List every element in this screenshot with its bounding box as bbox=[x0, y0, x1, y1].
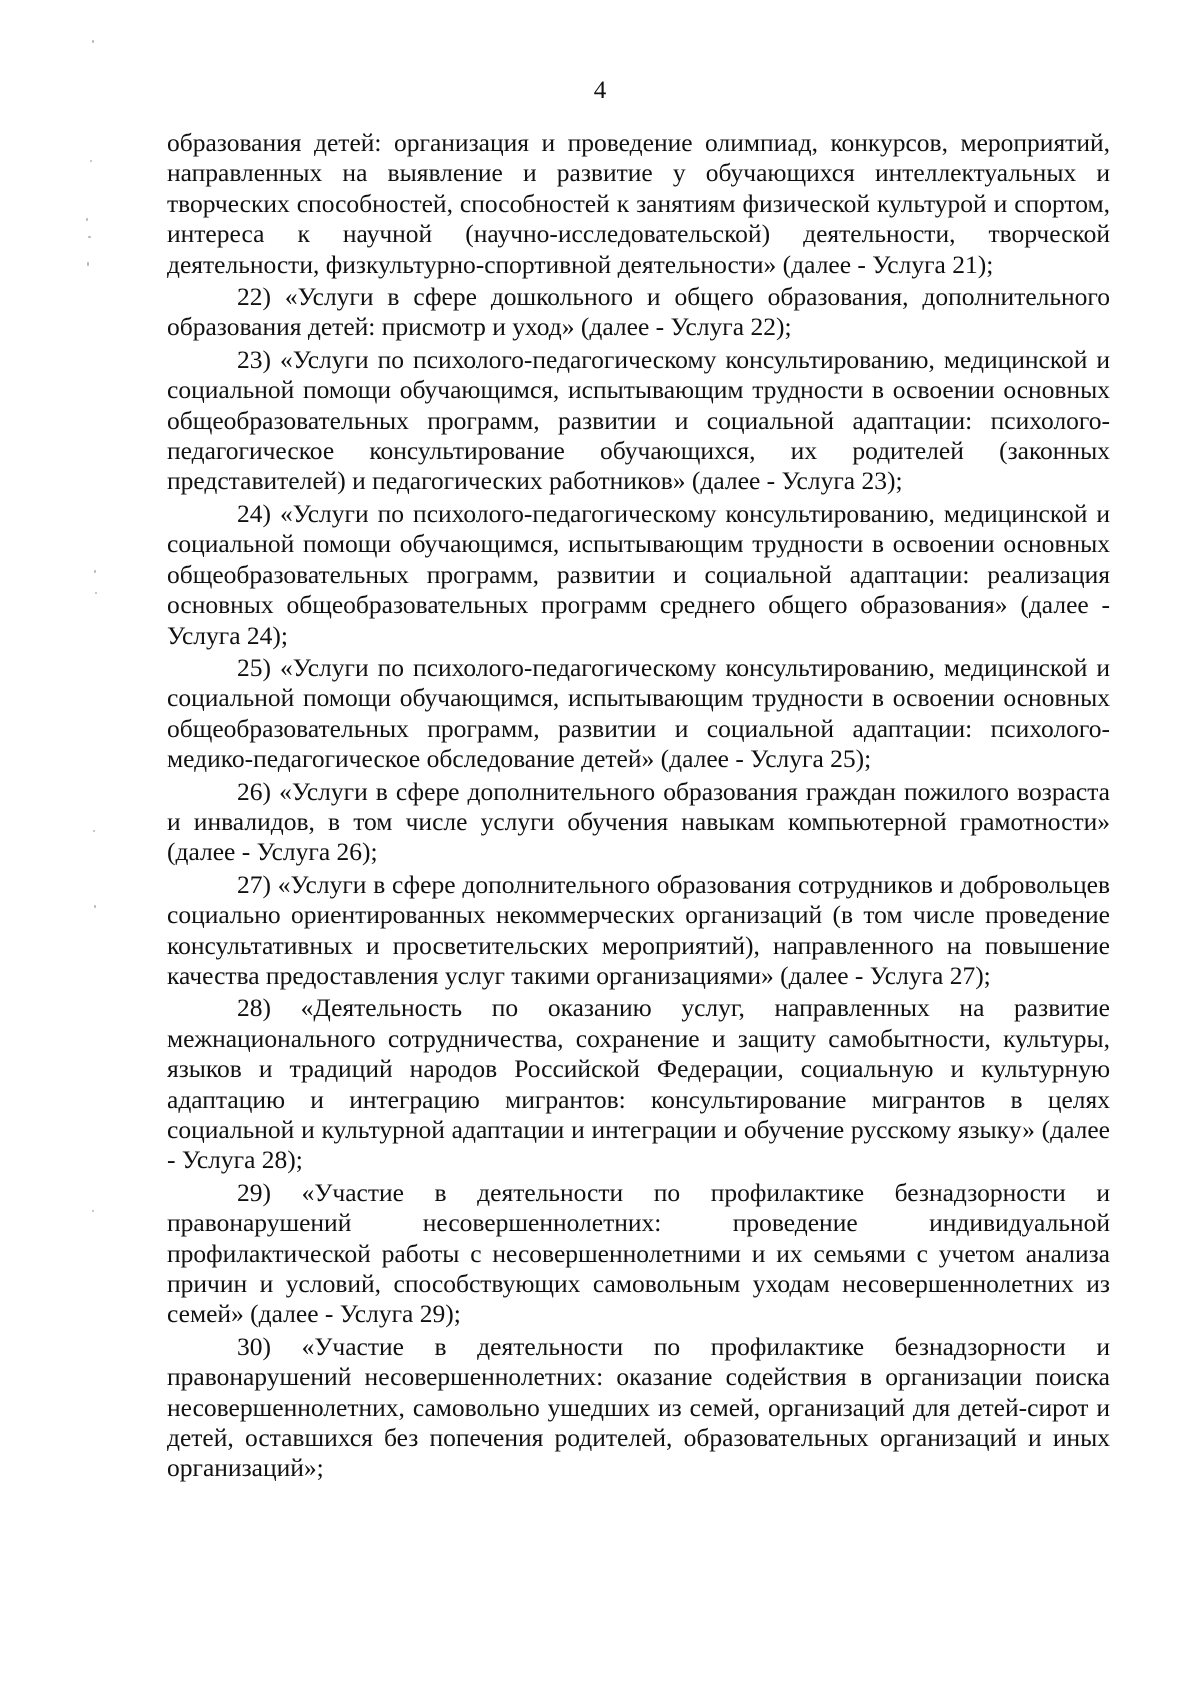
paragraph-24: 24) «Услуги по психолого-педагогическому консультированию, медицинской и социальной помощи обучающимся, испытывающим трудности в освоении основных общеобразовательных программ, развитии и социальной адаптации: реализация основных общеобразовательных программ среднего общего образования» (далее - Услуга 24); bbox=[167, 498, 1110, 650]
page-number: 4 bbox=[593, 77, 607, 104]
paragraph-30: 30) «Участие в деятельности по профилактике безнадзорности и правонарушений несовершеннолетних: оказание содействия в организации поиска несовершеннолетних, самовольно ушедших из семей, организаций для детей-сирот и детей, оставшихся без попечения родителей, образовательных организаций и иных организаций»; bbox=[167, 1331, 1110, 1483]
paragraph-25: 25) «Услуги по психолого-педагогическому консультированию, медицинской и социальной помощи обучающимся, испытывающим трудности в освоении основных общеобразовательных программ, развитии и социальной адаптации: психолого-медико-педагогическое обследование детей» (далее - Услуга 25); bbox=[167, 652, 1110, 774]
paragraph-28: 28) «Деятельность по оказанию услуг, направленных на развитие межнационального сотрудничества, сохранение и защиту самобытности, культуры, языков и традиций народов Российской Федерации, социальную и культурную адаптацию и интеграцию мигрантов: консультирование мигрантов в целях социальной и культурной адаптации и интеграции и обучение русскому языку» (далее - Услуга 28); bbox=[167, 993, 1110, 1175]
scan-speck bbox=[86, 218, 88, 221]
scan-speck bbox=[88, 236, 91, 238]
paragraph-23: 23) «Услуги по психолого-педагогическому консультированию, медицинской и социальной помощи обучающимся, испытывающим трудности в освоении основных общеобразовательных программ, развитии и социальной адаптации: психолого-педагогическое консультирование обучающихся, их родителей (законных представителей) и педагогических работников» (далее - Услуга 23); bbox=[167, 344, 1110, 496]
scan-speck bbox=[94, 570, 96, 573]
paragraph-22: 22) «Услуги в сфере дошкольного и общего образования, дополнительного образования детей: присмотр и уход» (далее - Услуга 22); bbox=[167, 282, 1110, 342]
paragraph-21-continuation: образования детей: организация и проведение олимпиад, конкурсов, мероприятий, направленных на выявление и развитие у обучающихся интеллектуальных и творческих способностей, способностей к занятиям физической культурой и спортом, интереса к научной (научно-исследовательской) деятельности, творческой деятельности, физкультурно-спортивной деятельности» (далее - Услуга 21); bbox=[167, 128, 1110, 279]
scan-speck bbox=[92, 40, 94, 43]
scan-speck bbox=[94, 905, 96, 908]
paragraph-29: 29) «Участие в деятельности по профилактике безнадзорности и правонарушений несовершеннолетних: проведение индивидуальной профилактической работы с несовершеннолетними и их семьями с учетом анализа причин и условий, способствующих самовольным уходам несовершеннолетних из семей» (далее - Услуга 29); bbox=[167, 1177, 1110, 1329]
paragraph-27: 27) «Услуги в сфере дополнительного образования сотрудников и добровольцев социально ориентированных некоммерческих организаций (в том числе проведение консультативных и просветительских мероприятий), направленного на повышение качества предоставления услуг такими организациями» (далее - Услуга 27); bbox=[167, 869, 1110, 990]
scan-speck bbox=[93, 830, 95, 832]
scan-speck bbox=[92, 1210, 94, 1212]
scan-speck bbox=[95, 592, 97, 594]
paragraph-26: 26) «Услуги в сфере дополнительного образования граждан пожилого возраста и инвалидов, в том числе услуги обучения навыкам компьютерной грамотности» (далее - Услуга 26); bbox=[167, 776, 1110, 867]
scan-speck bbox=[90, 160, 92, 162]
document-body bbox=[167, 128, 1110, 1486]
scan-speck bbox=[87, 262, 89, 266]
